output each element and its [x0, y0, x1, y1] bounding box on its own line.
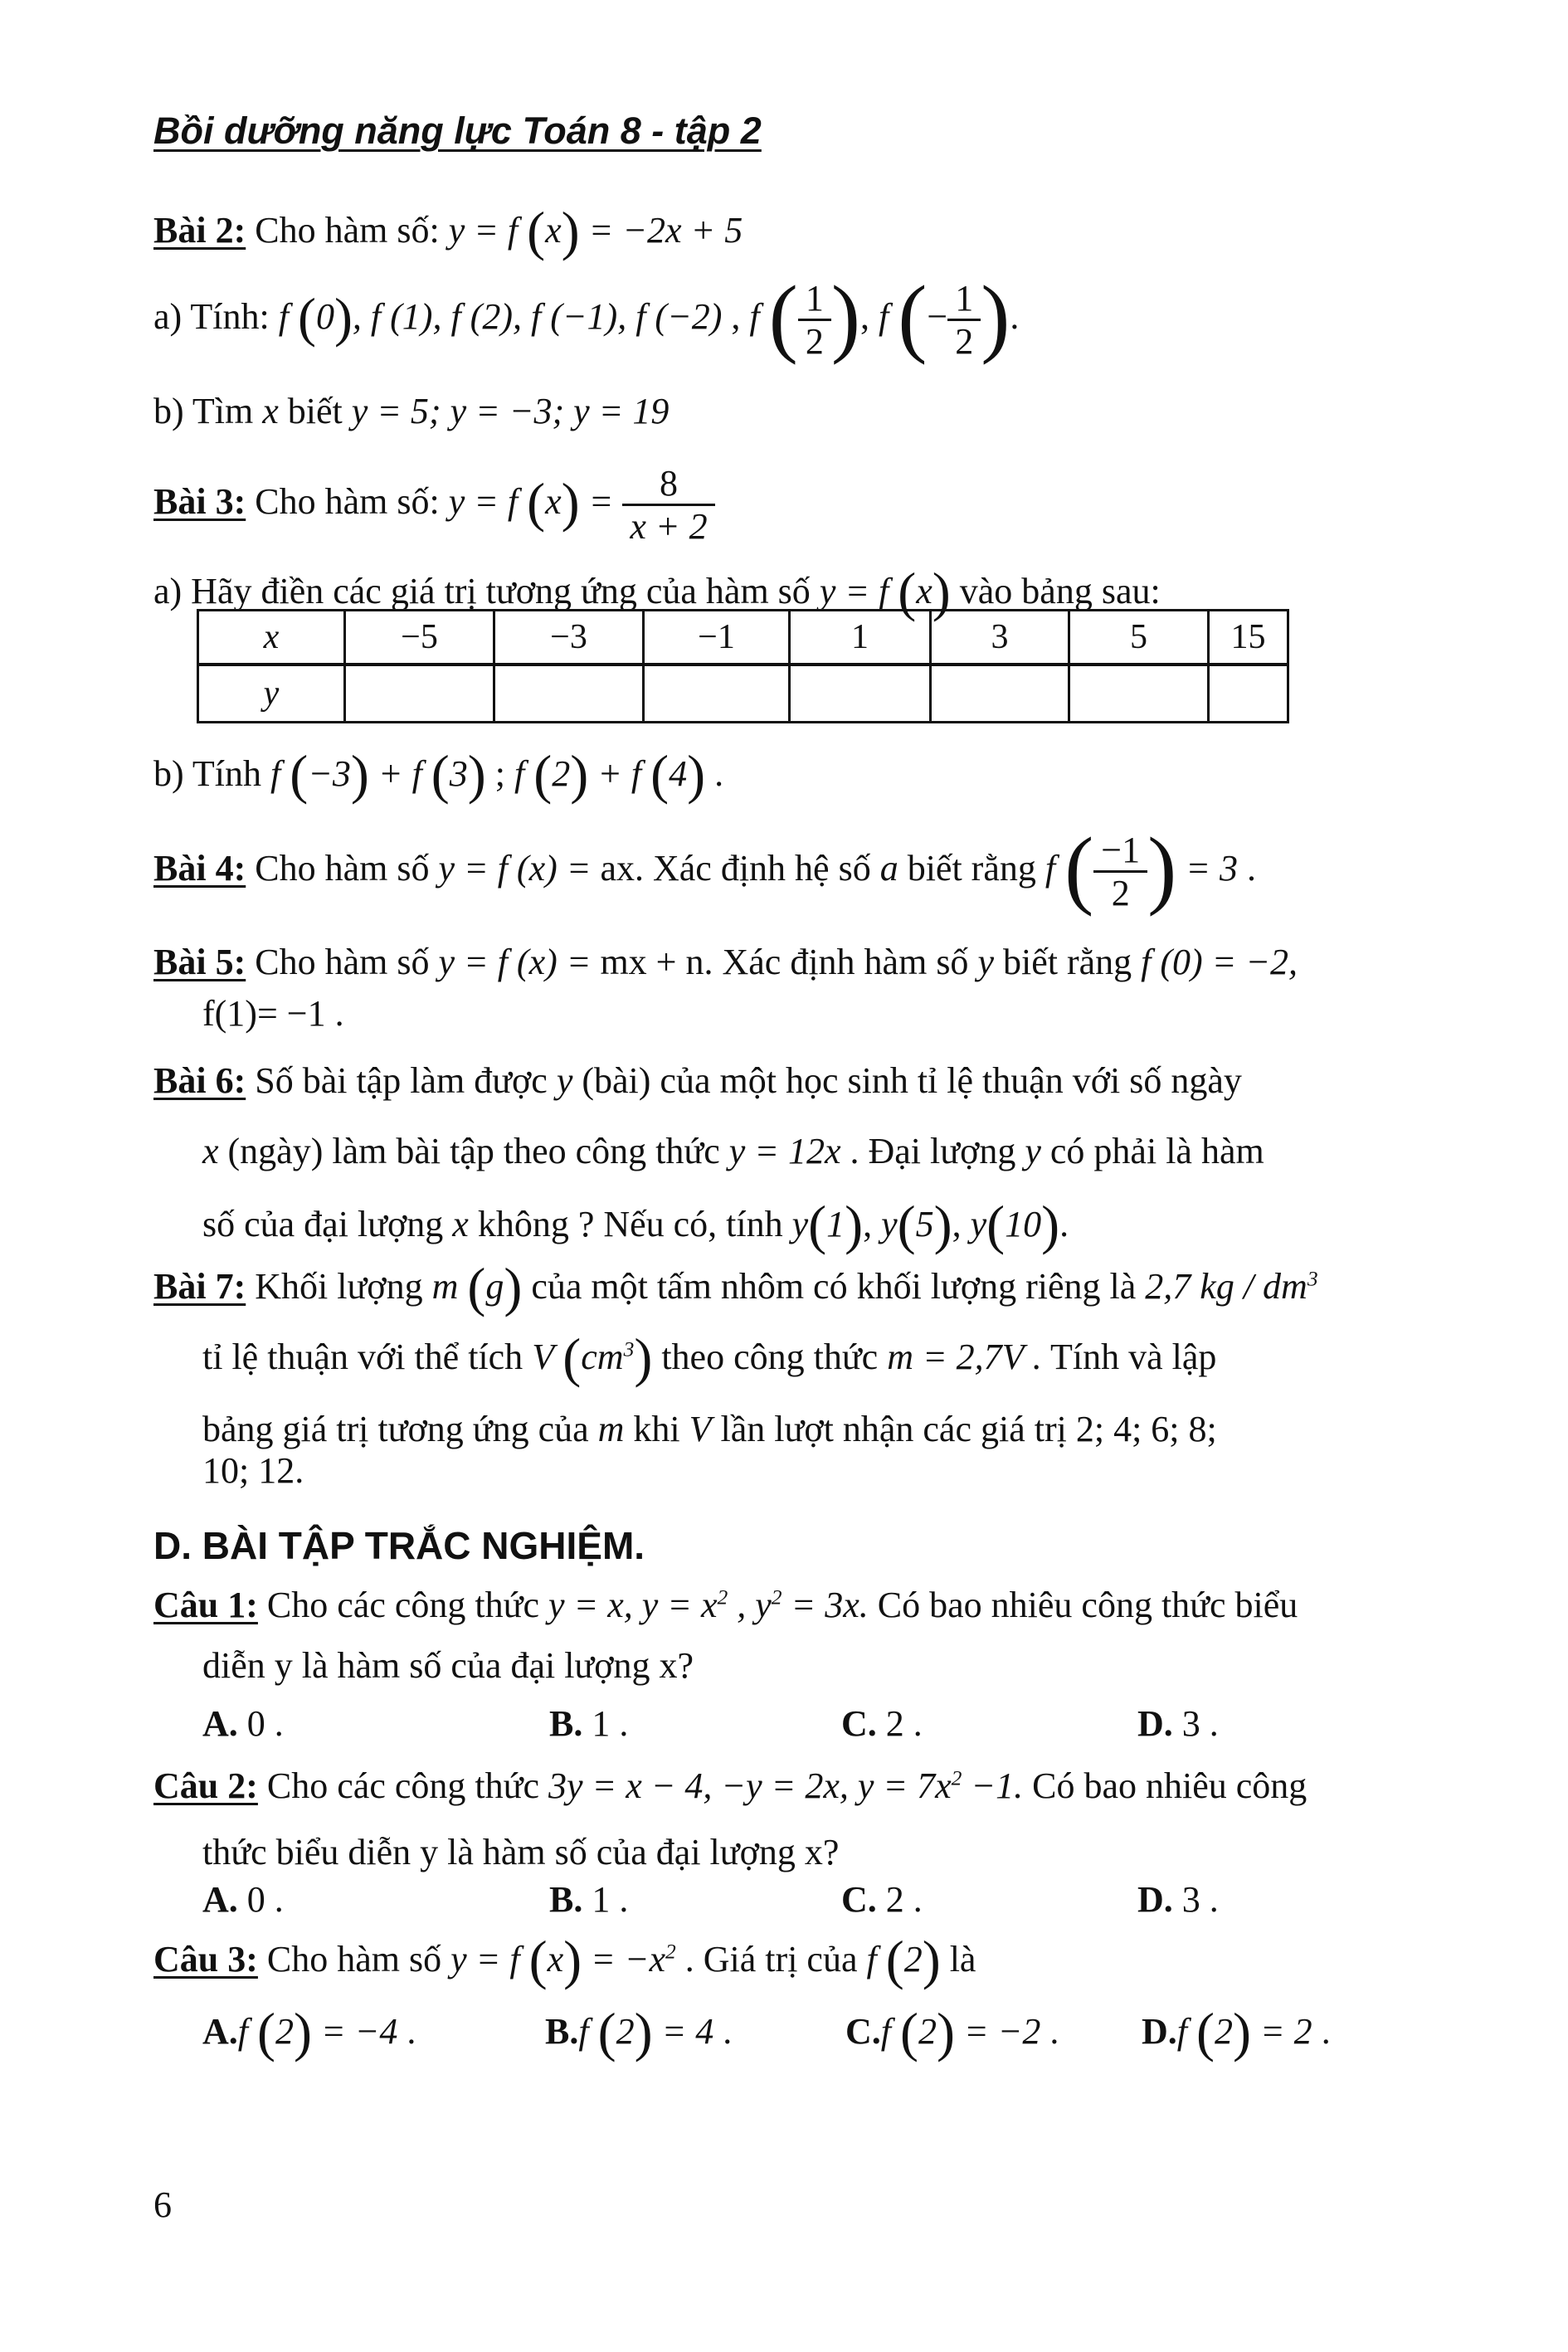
math-run: 1	[826, 1204, 845, 1244]
right-paren: )	[1147, 819, 1177, 917]
right-paren: )	[1233, 2002, 1251, 2063]
text-run: Cho hàm số	[246, 942, 439, 982]
option-value: 1 .	[582, 1703, 629, 1744]
option-letter: D.	[1137, 1879, 1173, 1920]
question-3-options	[0, 2002, 1568, 2083]
math-run: −3	[308, 753, 351, 794]
superscript: 2	[771, 1585, 782, 1609]
math-run: f	[1045, 847, 1065, 889]
math-run: 3y = x − 4, −y = 2x, y = 7x	[548, 1765, 952, 1806]
math-run: x	[262, 391, 279, 431]
text-run: .	[705, 753, 724, 794]
page-number	[153, 2182, 172, 2228]
math-run: f	[749, 295, 769, 337]
option-value: 0 .	[237, 1879, 284, 1920]
left-paren: (	[897, 1195, 916, 1256]
left-paren: (	[431, 744, 450, 806]
text-run: .	[1010, 295, 1020, 337]
text-run: (bài) của một học sinh tỉ lệ thuận với số ngày	[572, 1060, 1242, 1101]
left-paren: (	[257, 2002, 275, 2063]
exercise-6	[153, 1058, 1242, 1103]
page-number-value: 6	[153, 2184, 172, 2225]
option-letter: B.	[549, 1879, 583, 1920]
text-run: .	[1040, 2011, 1059, 2052]
question-3-label: Câu 3:	[153, 1939, 258, 1979]
text-run: là	[940, 1939, 976, 1979]
text-run: thức biểu diễn y là hàm số của đại lượng x?	[202, 1832, 840, 1872]
left-paren: (	[885, 1930, 904, 1991]
math-run: y	[556, 1060, 573, 1101]
text-run: Xác định hàm số	[713, 942, 978, 982]
superscript: 2	[951, 1765, 962, 1790]
exercise-2-part-b	[153, 388, 669, 434]
right-paren: )	[334, 287, 353, 348]
left-paren: (	[562, 1327, 582, 1389]
denominator: x + 2	[630, 506, 708, 548]
math-run: = 3x.	[782, 1585, 869, 1625]
text-run: Số bài tập làm được	[246, 1060, 557, 1101]
option-c	[841, 1701, 923, 1746]
numerator: −1	[1093, 830, 1147, 873]
superscript: 2	[717, 1585, 728, 1609]
math-run: ax.	[600, 847, 644, 889]
math-run: y = 12x	[728, 1131, 841, 1171]
superscript: 3	[623, 1337, 635, 1361]
question-1	[153, 1582, 1298, 1628]
math-run: 2	[616, 2011, 635, 2052]
exercise-6-line-2	[202, 1128, 1264, 1174]
math-run: x	[916, 571, 933, 611]
option-b	[549, 1877, 628, 1922]
exercise-7-line-2	[202, 1327, 1217, 1389]
text-run: không ? Nếu có, tính	[468, 1204, 792, 1244]
math-run: 2,7 kg / dm	[1145, 1266, 1307, 1307]
right-paren: )	[922, 1930, 941, 1991]
numerator: 1	[947, 278, 981, 321]
text-run: số của đại lượng	[202, 1204, 453, 1244]
text-run: theo công thức	[652, 1337, 888, 1377]
exercise-6-line-3	[202, 1195, 1069, 1256]
denominator: 2	[955, 321, 974, 363]
text-run: lần lượt nhận các giá trị 2; 4; 6; 8;	[711, 1409, 1217, 1449]
right-paren: )	[830, 267, 860, 365]
option-value: 3 .	[1172, 1703, 1219, 1744]
option-value: = −4	[311, 2011, 398, 2052]
math-run: f	[879, 295, 898, 337]
table-cell: 5	[1069, 611, 1209, 665]
exercise-5	[153, 939, 1298, 985]
question-3	[153, 1930, 976, 1991]
math-run: + f	[368, 753, 431, 794]
text-run: biết rằng	[993, 942, 1142, 982]
left-paren: (	[1064, 819, 1094, 917]
math-run: g	[485, 1266, 504, 1307]
option-a	[202, 2002, 416, 2063]
option-letter: B.	[549, 1703, 583, 1744]
exercise-3-part-a	[153, 562, 1161, 623]
option-value: = −2	[954, 2011, 1041, 2052]
question-2	[153, 1763, 1307, 1809]
option-letter: A.	[202, 1879, 238, 1920]
text-run: biết	[278, 391, 352, 431]
text-run: Tính và lập	[1041, 1337, 1217, 1377]
book-title: Bồi dưỡng năng lực Toán 8 - tập 2	[153, 110, 762, 152]
table-cell: y	[198, 665, 345, 723]
left-paren: (	[808, 1195, 827, 1256]
option-value: 1 .	[582, 1879, 629, 1920]
table-cell	[1209, 665, 1288, 723]
math-run: m	[431, 1266, 468, 1307]
left-paren: (	[533, 744, 553, 806]
text-run: Khối lượng	[246, 1266, 432, 1307]
text-run: . Đại lượng	[840, 1131, 1025, 1171]
text-run: .	[713, 2011, 733, 2052]
section-d-title: D. BÀI TẬP TRẮC NGHIỆM.	[153, 1524, 645, 1567]
math-run: f	[866, 1939, 886, 1979]
table-cell: x	[198, 611, 345, 665]
text-run: ,	[863, 1204, 882, 1244]
left-paren: (	[900, 2002, 918, 2063]
math-run: x	[545, 480, 562, 522]
text-run: .	[1237, 847, 1256, 889]
option-b	[545, 2002, 733, 2063]
option-letter: D.	[1142, 2011, 1177, 2052]
text-run: có phải là hàm	[1040, 1131, 1264, 1171]
option-letter: C.	[841, 1703, 877, 1744]
text-run: Cho hàm số	[246, 847, 439, 889]
math-run: y	[1025, 1131, 1041, 1171]
text-run: Xác định hệ số	[643, 847, 880, 889]
text-run: a) Tính:	[153, 295, 279, 337]
math-run: f	[514, 753, 534, 794]
exercise-7	[153, 1257, 1318, 1318]
text-run: khi	[624, 1409, 689, 1449]
math-run: 3	[449, 753, 468, 794]
right-paren: )	[932, 562, 951, 623]
section-d-heading	[153, 1522, 645, 1570]
math-run: , y	[728, 1585, 772, 1625]
math-run: x	[452, 1204, 469, 1244]
right-paren: )	[634, 2002, 653, 2063]
text-run: Có bao nhiêu công thức biểu	[868, 1585, 1298, 1625]
right-paren: )	[350, 744, 369, 806]
exercise-2-heading	[153, 201, 743, 262]
math-run: f	[578, 2011, 598, 2052]
exercise-6-label: Bài 6:	[153, 1060, 246, 1101]
numerator: 1	[798, 278, 831, 321]
math-run: y	[791, 1204, 809, 1244]
math-run: x	[547, 1939, 564, 1979]
table-cell	[494, 665, 644, 723]
math-run: f (0) = −2,	[1141, 942, 1298, 982]
table-row-y	[198, 665, 1288, 723]
left-paren: (	[527, 201, 546, 262]
math-run: m = 2,7V .	[887, 1337, 1042, 1377]
math-run: y = f (x) =	[438, 942, 601, 982]
math-run: y = f	[450, 1939, 529, 1979]
text-run: .	[1059, 1204, 1069, 1244]
left-paren: (	[297, 287, 316, 348]
text-run: .	[397, 2011, 416, 2052]
text-run: 10; 12.	[202, 1450, 304, 1491]
book-header	[153, 108, 762, 154]
math-run: V	[689, 1409, 712, 1449]
math-run: 2	[552, 753, 571, 794]
numerator: 8	[622, 463, 714, 506]
text-run: tỉ lệ thuận với thể tích	[202, 1337, 533, 1377]
option-value: 3 .	[1172, 1879, 1219, 1920]
denominator: 2	[805, 321, 824, 363]
option-letter: C.	[841, 1879, 877, 1920]
math-run: mx + n.	[600, 942, 713, 982]
text-run: ;	[485, 753, 514, 794]
table-cell	[644, 665, 790, 723]
option-letter: A.	[202, 2011, 238, 2052]
option-value: = 4	[652, 2011, 714, 2052]
right-paren: )	[981, 267, 1010, 365]
exercise-5-label: Bài 5:	[153, 942, 246, 982]
text-run: a) Hãy điền các giá trị tương ứng của hàm số	[153, 571, 820, 611]
exercise-3-part-b	[153, 744, 724, 806]
math-run: + f	[588, 753, 651, 794]
text-run: diễn y là hàm số của đại lượng x?	[202, 1645, 694, 1686]
math-run: x	[202, 1131, 219, 1171]
math-run: =	[579, 480, 623, 522]
left-paren: (	[768, 267, 798, 365]
option-c	[845, 2002, 1059, 2063]
math-run: y = f	[448, 210, 528, 251]
option-b	[549, 1701, 628, 1746]
option-value: = 2	[1250, 2011, 1312, 2052]
option-a	[202, 1701, 284, 1746]
fraction	[947, 278, 981, 363]
option-d	[1142, 2002, 1331, 2063]
exercise-3-heading	[153, 463, 715, 548]
exercise-2-label: Bài 2:	[153, 210, 246, 251]
math-run: 2	[903, 1939, 923, 1979]
minus-sign: −	[927, 295, 948, 337]
math-run: y = f (x) =	[438, 847, 601, 889]
math-run: y	[970, 1204, 987, 1244]
option-letter: D.	[1137, 1703, 1173, 1744]
text-run: ,	[860, 295, 879, 337]
table-cell: 15	[1209, 611, 1288, 665]
left-paren: (	[1196, 2002, 1215, 2063]
math-run: 2	[918, 2011, 937, 2052]
superscript: 3	[1307, 1266, 1318, 1291]
exercise-2-part-a	[153, 267, 1020, 365]
math-run: a	[879, 847, 898, 889]
table-cell	[790, 665, 931, 723]
right-paren: )	[1041, 1195, 1060, 1256]
left-paren: (	[650, 744, 670, 806]
left-paren: (	[597, 2002, 616, 2063]
left-paren: (	[898, 562, 917, 623]
text-run: biết rằng	[898, 847, 1045, 889]
math-run: cm	[581, 1337, 624, 1377]
denominator: 2	[1111, 873, 1130, 914]
math-run: y	[881, 1204, 898, 1244]
right-paren: )	[634, 1327, 653, 1389]
option-c	[841, 1877, 923, 1922]
text-run: Cho hàm số:	[246, 480, 449, 522]
option-letter: C.	[845, 2011, 881, 2052]
option-a	[202, 1877, 284, 1922]
option-value: 2 .	[876, 1879, 923, 1920]
left-paren: (	[528, 1930, 548, 1991]
right-paren: )	[563, 1930, 582, 1991]
option-d	[1137, 1701, 1219, 1746]
math-run: 2	[1215, 2011, 1233, 2052]
table-cell: −1	[644, 611, 790, 665]
math-run: f	[1176, 2011, 1197, 2052]
math-run: f	[237, 2011, 258, 2052]
math-run: V	[532, 1337, 563, 1377]
table-cell	[1069, 665, 1209, 723]
table-cell	[345, 665, 494, 723]
left-paren: (	[898, 267, 928, 365]
text-run: (ngày) làm bài tập theo công thức	[218, 1131, 729, 1171]
math-run: 5	[915, 1204, 934, 1244]
text-run: bảng giá trị tương ứng của	[202, 1409, 598, 1449]
math-run: y	[977, 942, 994, 982]
table-cell: 3	[931, 611, 1069, 665]
text-run: ,	[722, 295, 750, 337]
right-paren: )	[933, 1195, 952, 1256]
math-run: y = f	[819, 571, 898, 611]
math-run: y = x, y = x	[548, 1585, 718, 1625]
exercise-7-label: Bài 7:	[153, 1266, 246, 1307]
math-run: f	[270, 753, 290, 794]
text-run: Cho hàm số	[257, 1939, 451, 1979]
math-run: = 3	[1176, 847, 1238, 889]
math-run: 10	[1005, 1204, 1042, 1244]
option-value: 2 .	[876, 1703, 923, 1744]
math-run: 2	[275, 2011, 294, 2052]
option-d	[1137, 1877, 1219, 1922]
text-run: Cho các công thức	[257, 1765, 548, 1806]
exercise-4	[153, 819, 1256, 917]
question-1-line-2	[202, 1643, 694, 1688]
math-run: 0	[315, 295, 334, 337]
fraction	[1093, 830, 1147, 914]
math-run: f(1)= −1 .	[202, 993, 344, 1034]
text-run: Cho các công thức	[257, 1585, 548, 1625]
math-run: 4	[669, 753, 688, 794]
text-run: ,	[952, 1204, 971, 1244]
table-cell: −5	[345, 611, 494, 665]
option-value: 0 .	[237, 1703, 284, 1744]
math-run: , f (1), f (2), f (−1), f (−2)	[352, 295, 723, 337]
values-table	[197, 609, 1289, 723]
text-run: . Giá trị của	[675, 1939, 867, 1979]
right-paren: )	[561, 472, 580, 533]
option-letter: B.	[545, 2011, 579, 2052]
text-run: b) Tính	[153, 753, 270, 794]
right-paren: )	[467, 744, 486, 806]
question-1-label: Câu 1:	[153, 1585, 258, 1625]
question-2-label: Câu 2:	[153, 1765, 258, 1806]
right-paren: )	[570, 744, 589, 806]
exercise-4-label: Bài 4:	[153, 847, 246, 889]
left-paren: (	[986, 1195, 1006, 1256]
right-paren: )	[687, 744, 706, 806]
text-run: vào bảng sau:	[950, 571, 1161, 611]
table-cell: −3	[494, 611, 644, 665]
math-run: f	[880, 2011, 901, 2052]
text-run: của một tấm nhôm có khối lượng riêng là	[522, 1266, 1146, 1307]
exercise-5-line-2	[202, 991, 344, 1036]
exercise-3-label: Bài 3:	[153, 480, 246, 522]
math-run: −1.	[962, 1765, 1024, 1806]
math-run: f	[278, 295, 298, 337]
right-paren: )	[937, 2002, 955, 2063]
text-run: Cho hàm số:	[246, 210, 449, 251]
left-paren: (	[467, 1257, 486, 1318]
right-paren: )	[845, 1195, 864, 1256]
right-paren: )	[561, 201, 580, 262]
fraction	[622, 463, 714, 548]
option-letter: A.	[202, 1703, 238, 1744]
math-run: y = 5; y = −3; y = 19	[351, 391, 670, 431]
question-2-line-2	[202, 1829, 839, 1875]
text-run: b) Tìm	[153, 391, 263, 431]
math-run: = −x	[582, 1939, 666, 1979]
superscript: 2	[665, 1939, 676, 1964]
left-paren: (	[290, 744, 309, 806]
exercise-7-line-4	[202, 1448, 304, 1493]
table-cell	[931, 665, 1069, 723]
math-run: x	[545, 210, 562, 251]
math-run: = −2x + 5	[579, 210, 743, 251]
math-run: m	[597, 1409, 625, 1449]
math-run: y = f	[448, 480, 528, 522]
fraction	[798, 278, 831, 363]
table-cell: 1	[790, 611, 931, 665]
left-paren: (	[527, 472, 546, 533]
right-paren: )	[294, 2002, 312, 2063]
exercise-7-line-3	[202, 1406, 1217, 1452]
table-row-x	[198, 611, 1288, 665]
right-paren: )	[504, 1257, 523, 1318]
text-run: .	[1312, 2011, 1331, 2052]
text-run: Có bao nhiêu công	[1023, 1765, 1307, 1806]
